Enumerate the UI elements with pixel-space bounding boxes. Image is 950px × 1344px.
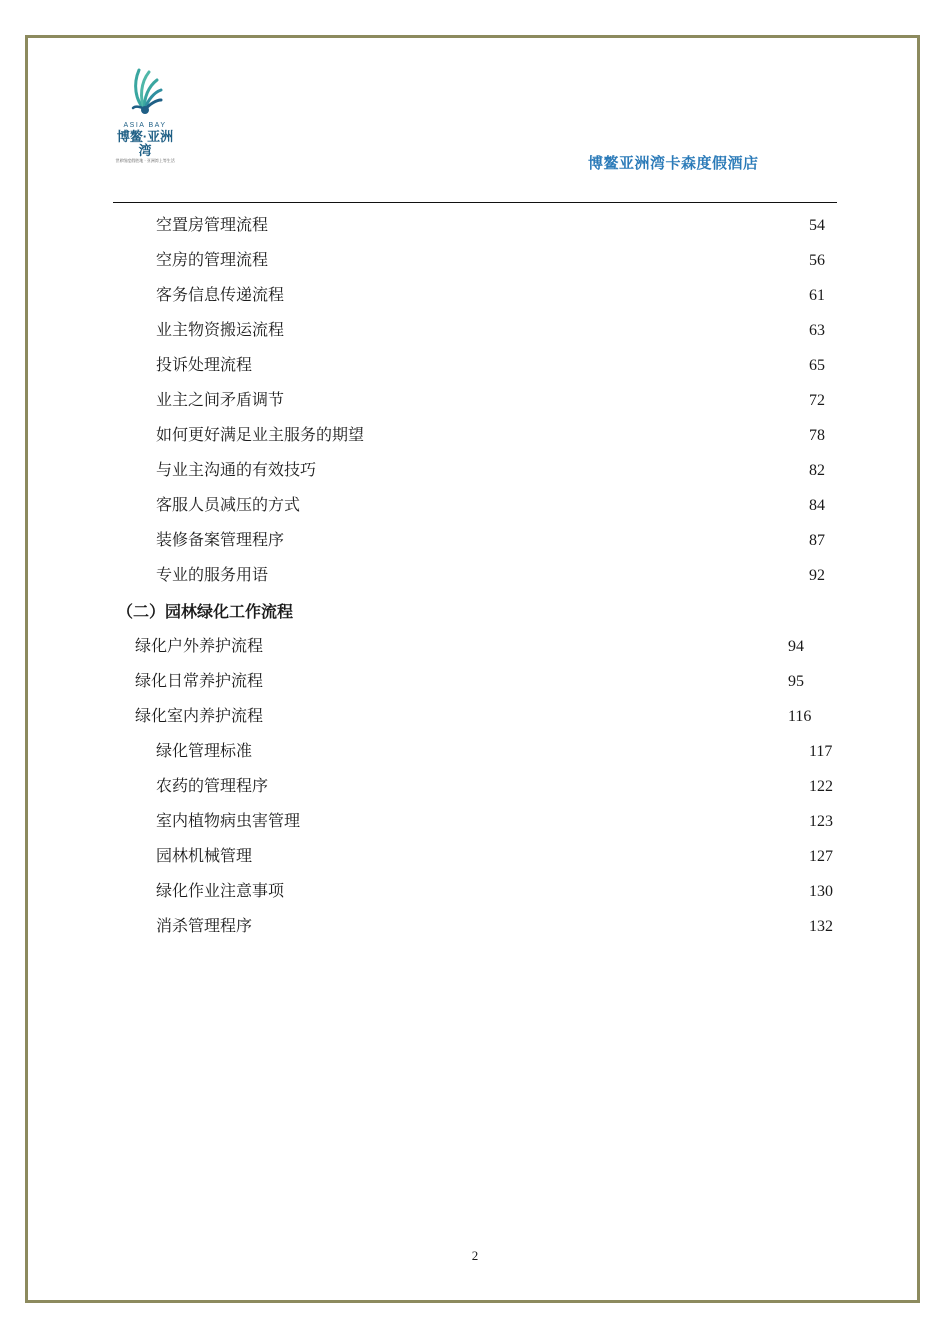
- toc-entry[interactable]: [156, 846, 846, 868]
- toc-entry-page: 116: [788, 708, 812, 725]
- toc-entry-page: 65: [809, 357, 825, 374]
- toc-entry[interactable]: [156, 250, 846, 272]
- toc-entry[interactable]: [156, 811, 846, 833]
- toc-entry-page: 54: [809, 217, 825, 234]
- toc-entry-page: 63: [809, 322, 825, 339]
- page-number: 2: [471, 1248, 479, 1263]
- logo-brand-cn: 博鳌·亚洲湾: [116, 129, 174, 158]
- toc-entry-title: 空置房管理流程: [156, 217, 269, 234]
- toc-entry-title: 业主之间矛盾调节: [156, 392, 285, 409]
- shell-icon: [113, 66, 177, 122]
- hotel-name: 博鳌亚洲湾卡森度假酒店: [588, 154, 759, 172]
- toc-entry-page: 94: [788, 638, 804, 655]
- toc-entry[interactable]: [135, 706, 835, 728]
- header-divider: [113, 202, 837, 203]
- toc-section-heading[interactable]: （二）园林绿化工作流程: [117, 602, 294, 621]
- toc-entry-page: 56: [809, 252, 825, 269]
- toc-entry[interactable]: [156, 215, 846, 237]
- logo-brand-en: ASIA BAY: [123, 122, 167, 129]
- toc-entry-title: 装修备案管理程序: [156, 532, 285, 549]
- toc-entry-title: 业主物资搬运流程: [156, 322, 285, 339]
- toc-entry[interactable]: [156, 355, 846, 377]
- toc-entry[interactable]: [156, 776, 846, 798]
- toc-entry-title: 专业的服务用语: [156, 567, 269, 584]
- toc-entry-page: 72: [809, 392, 825, 409]
- toc-entry[interactable]: [156, 425, 846, 447]
- toc-entry-title: 室内植物病虫害管理: [156, 813, 301, 830]
- toc-entry-page: 92: [809, 567, 825, 584]
- toc-entry-page: 117: [809, 743, 833, 760]
- toc-entry-title: 绿化户外养护流程: [135, 638, 264, 655]
- logo-text: [113, 122, 177, 163]
- toc-entry-page: 61: [809, 287, 825, 304]
- toc-entry-title: 绿化作业注意事项: [156, 883, 285, 900]
- toc-entry[interactable]: [135, 636, 835, 658]
- toc-entry[interactable]: [156, 530, 846, 552]
- toc-entry[interactable]: [156, 460, 846, 482]
- toc-entry-page: 78: [809, 427, 825, 444]
- toc-entry-page: 95: [788, 673, 804, 690]
- toc-entry-title: 空房的管理流程: [156, 252, 269, 269]
- toc-entry-title: 消杀管理程序: [156, 918, 253, 935]
- toc-entry-title: 如何更好满足业主服务的期望: [156, 427, 365, 444]
- toc-entry-title: 绿化日常养护流程: [135, 673, 264, 690]
- toc-entry-page: 84: [809, 497, 825, 514]
- toc-entry[interactable]: [156, 285, 846, 307]
- toc-entry[interactable]: [156, 495, 846, 517]
- toc-entry[interactable]: [156, 881, 846, 903]
- toc-entry-page: 82: [809, 462, 825, 479]
- toc-entry-page: 130: [809, 883, 833, 900]
- toc-entry-title: 绿化管理标准: [156, 743, 253, 760]
- toc-entry-page: 132: [809, 918, 833, 935]
- toc-entry[interactable]: [156, 320, 846, 342]
- toc-entry-title: 绿化室内养护流程: [135, 708, 264, 725]
- toc-entry[interactable]: [135, 671, 835, 693]
- toc-entry-title: 投诉处理流程: [156, 357, 253, 374]
- toc-entry[interactable]: [156, 916, 846, 938]
- toc-entry[interactable]: [156, 390, 846, 412]
- toc-entry-page: 87: [809, 532, 825, 549]
- toc-entry-page: 127: [809, 848, 833, 865]
- toc-entry-page: 122: [809, 778, 833, 795]
- toc-entry-page: 123: [809, 813, 833, 830]
- toc-entry[interactable]: [156, 741, 846, 763]
- toc-entry-title: 农药的管理程序: [156, 778, 269, 795]
- toc-entry-title: 与业主沟通的有效技巧: [156, 462, 317, 479]
- toc-entry[interactable]: [156, 565, 846, 587]
- toc-entry-title: 客务信息传递流程: [156, 287, 285, 304]
- toc-entry-title: 客服人员减压的方式: [156, 497, 301, 514]
- toc-entry-title: 园林机械管理: [156, 848, 253, 865]
- logo-tagline: 世界级度假胜地 · 亚洲湾上等生活: [115, 158, 175, 163]
